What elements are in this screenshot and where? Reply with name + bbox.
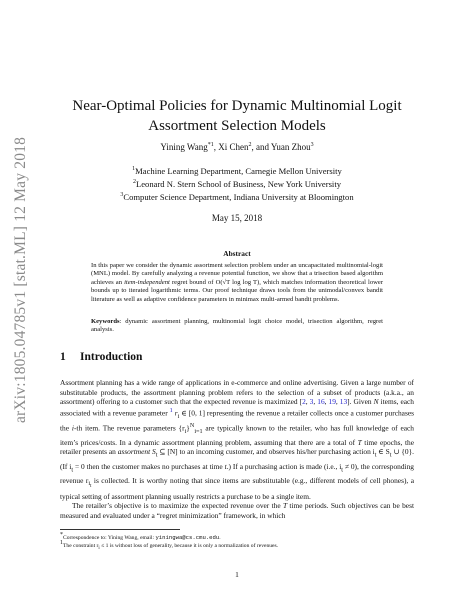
text-run: ∈ [0, 1] representing the revenue a retailer collects once a customer purchases the [60,408,414,433]
page-number: 1 [235,570,239,579]
title-line-1: Near-Optimal Policies for Dynamic Multinomial Logit [72,98,402,114]
keywords [91,318,383,335]
keywords-text: : dynamic assortment planning, multinomial logit choice model, trisection algorithm, regret analysis. [91,318,383,334]
affiliation [60,177,414,190]
title-line-2: Assortment Selection Models [148,118,326,134]
emphasis: assortment [117,447,151,457]
arxiv-identifier: arXiv:1805.04785v1 [stat.ML] 12 May 2018 [12,136,29,424]
citation-link[interactable]: 3 [309,397,314,407]
math-var: r [172,408,178,418]
math-var: T [357,437,362,447]
text-run: -th item. The revenue parameters {r [73,423,185,433]
author-name: Yining Wang [160,142,208,152]
math-sub: i [184,429,187,436]
affiliation-text: Leonard N. Stern School of Business, New York University [135,178,342,189]
section-title: Introduction [80,351,143,363]
math-sub: i [98,545,100,551]
citation-link[interactable]: 13 [339,397,348,407]
footnote-mark: 1 [60,540,63,546]
math-var: T [282,501,288,511]
abstract-text: In this paper we consider the dynamic assortment selection problem under an uncapacitated multinomial-logit (MNL) model. By carefully analyzing a revenue potential function, we show that a trisection based algorithm achieves an [91,262,383,286]
text-run: items, each associated with a revenue parameter [60,397,414,418]
section-heading [60,351,142,363]
arxiv-stamp [8,136,34,424]
affiliation-mark: 3 [120,191,124,198]
math-sub: i=1 [194,429,203,436]
math-var: S [150,447,156,457]
math-sup: N [189,423,195,430]
text-run: ≠ 0), the corresponding revenue r [60,461,414,485]
affiliation-list [60,164,414,203]
math-sub: t [374,452,377,459]
abstract-body [91,262,383,304]
text-run: is collected. It is worthy noting that since items are substitutable (e.g., different models of cell phones), a typical setting of assortment planning usually restricts a purchase to be a single item. [60,475,414,501]
affiliation-mark: 1 [132,166,136,172]
abstract-emphasis: item-independent [124,278,170,286]
math-sub: t [71,466,74,473]
math-var: i [71,423,74,433]
author-name: Yuan Zhou [270,142,311,152]
text-run: = 0 then the customer makes no purchases at time [73,461,225,471]
text-run: ∪ {0}. (If i [60,447,415,471]
footnote-mark: * [60,532,63,538]
footnote-text: . [219,534,221,541]
math-sub: i [177,413,180,420]
math-sub: t [389,452,392,459]
math-var: N [373,397,379,407]
math-sub: t [90,483,92,490]
affiliation [60,190,414,203]
email-address[interactable]: yiningwa@cs.cmu.edu [155,533,220,541]
keywords-label: Keywords [91,318,120,325]
affiliation [60,164,414,177]
introduction-body [60,378,414,521]
abstract-text: , which matches information theoretical lower bounds up to iterated logarithmic terms. Our proof technique draws tools from the unimodal/convex bandit literature as well as adaptive confidence parameters in minimax multi-armed bandit problems. [91,278,384,303]
text-run: ∈ S [376,447,390,457]
footnote-rule [60,529,180,530]
footnote-text: ≤ 1 is without loss of generality, because it is only a normalization of revenues. [99,542,279,549]
paragraph [60,501,414,520]
section-number: 1 [60,351,66,363]
text-run: time periods. Such objectives can be best measured and evaluated under a “regret minimization” framework, in which [60,501,415,521]
regret-bound-formula: O(√T log log T) [215,278,260,286]
text-run: Assortment planning has a wide range of applications in e-commerce and online advertising. Given a large number of substitutable products, the assortment planning problem refers to the selection of a subset of products (a.k.a., an assortment) offering to a customer such that the expected revenue is maximized [ [60,378,414,407]
abstract-heading: Abstract [223,249,251,258]
text-run: .) If a purchasing action is made (i.e., i [226,461,342,471]
text-run: The retailer’s objective is to maximize the expected revenue over the [72,501,283,511]
text-run: time epochs, the retailer presents an [60,437,414,457]
author-mark: 2 [248,142,252,148]
math-sub: i [88,481,91,488]
paper-title [60,96,414,136]
footnote-text: Correspondence to: Yining Wang, email: [63,534,156,541]
text-run: } [186,423,190,433]
math-var: t [224,461,227,471]
paragraph: Assortment planning has a wide range of applications in e-commerce and online advertising. Given a large number of substitutable products, the assortment planning problem refers to the selection of a subset of products (a.k.a., an assortment) offering to a customer such that the expected revenue is maximized [2, 3, 16, 19, 13]. Given N items, each associated with a revenue parameter $^1$ $r_i$ ∈ [0, 1] representing the revenue a retailer collects once a customer purchases the i-th item. The revenue parameters $\{r_i\}^N_{i=1}$ are typically known to the retailer, who has full knowledge of each item’s prices/costs. In a dynamic assortment planning problem, assuming that there are a total of T time epochs, the retailer presents an assortment $S_t$ ⊆ [N] to an incoming customer, and observes his/her purchasing action $i_t$ ∈ $S_t$ ∪ {0}. (If $i_t = 0$ then the customer makes no purchases at time t.) If a purchasing action is made (i.e., $i_t \ne 0$), the corresponding revenue $r_{i_t}$ is collected. It is worthy noting that since items are substitutable (e.g., different models of cell phones), a typical setting of assortment planning usually restricts a purchase to be a single item. [60,378,415,501]
math-sub: t [341,466,343,473]
author-separator: , and [251,142,271,152]
affiliation-mark: 2 [132,178,136,185]
text-run: ⊆ [N] to an incoming customer, and observes his/her purchasing action i [157,447,375,457]
footnote [60,540,414,552]
citation-link[interactable]: 16 [317,397,325,407]
footnote-link[interactable]: 1 [169,407,173,414]
author-name: Xi Chen [218,142,249,152]
affiliation-text: Machine Learning Department, Carnegie Mellon University [135,165,342,176]
author-list [60,139,414,153]
text-run: are typically known to the retailer, who has full knowledge of each item’s prices/costs. In a dynamic assortment planning problem, assuming that there are a total of [60,423,414,447]
citation-link[interactable]: 2 [302,397,306,407]
citation-link[interactable]: 19 [328,397,336,407]
affiliation-text: Computer Science Department, Indiana University at Bloomington [123,191,354,202]
footnote-text: The constraint r [63,542,99,549]
paper-date: May 15, 2018 [211,213,263,223]
text-run: ]. Given [347,397,374,407]
abstract-text: regret bound of [169,278,216,286]
author-mark: 3 [310,142,314,148]
math-sub: t [155,452,158,459]
author-mark: *1 [207,142,214,148]
author-separator: , [213,142,219,152]
